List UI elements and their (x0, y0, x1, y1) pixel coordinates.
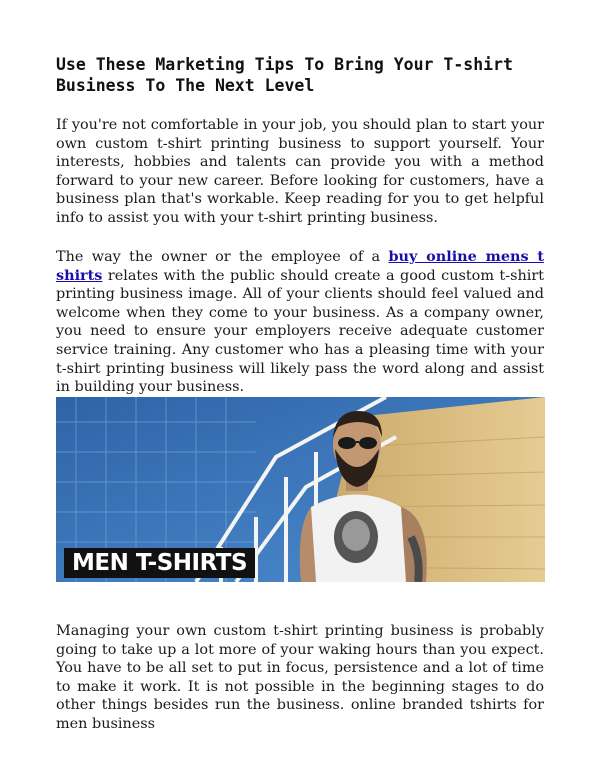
page-title: Use These Marketing Tips To Bring Your T-shirt Business To The Next Level (56, 55, 513, 95)
paragraph-text-before-link: The way the owner or the employee of a (56, 249, 389, 265)
paragraph-managing-business: Managing your own custom t-shirt printing business is probably going to take up a lot more of your waking hours than you expect. You have to be all set to put in focus, persistence and a lot of time to make it work. It is not possible in the beginning stages to do other things besides run the business. online branded tshirts for men business (56, 623, 544, 732)
men-tshirts-photo (56, 397, 545, 582)
paragraph-customer-service (56, 248, 544, 397)
buy-mens-shirts-link[interactable]: buy online mens t shirts (56, 248, 545, 284)
paragraph-text-after-link: relates with the public should create a good custom t-shirt printing business image. All of your clients should feel valued and welcome when they come to your business. As a company owner, you need to ensure your employers receive adequate customer service training. Any customer who has a pleasing time with your t-shirt printing business will likely pass the word along and assist in building your business. (56, 267, 544, 396)
paragraph-intro: If you're not comfortable in your job, you should plan to start your own custom t-shirt printing business to support yourself. Your interests, hobbies and talents can provide you with a method forward to your new career. Before looking for customers, have a business plan that's workable. Keep reading for you to get helpful info to assist you with your t-shirt printing business. (56, 117, 544, 226)
photo-caption: MEN T-SHIRTS (64, 548, 255, 578)
